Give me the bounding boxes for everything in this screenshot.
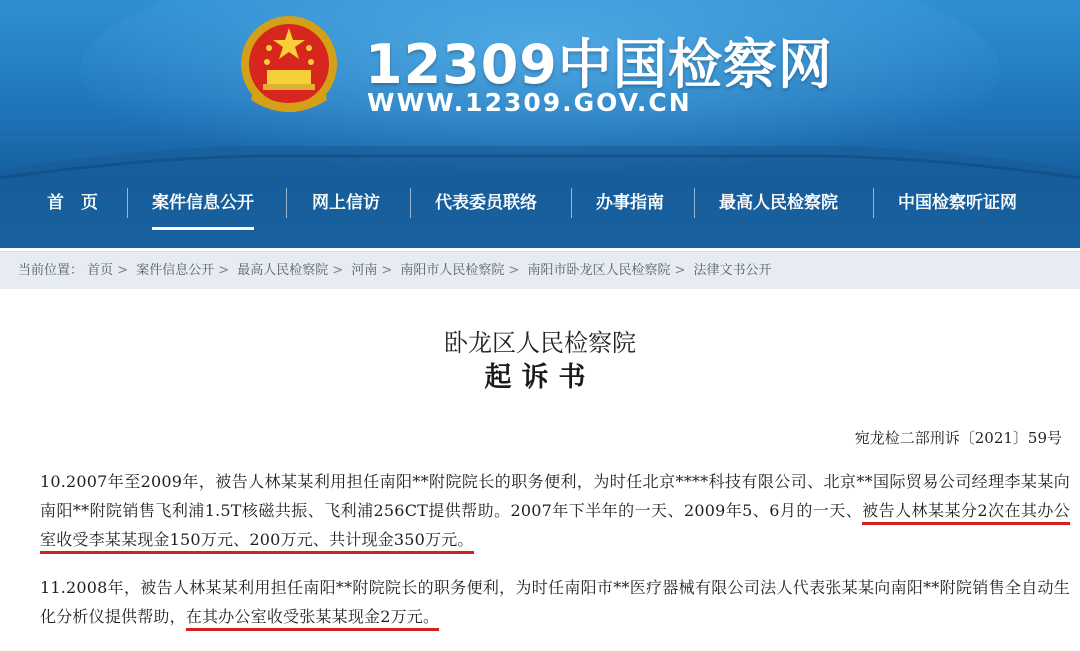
breadcrumb <box>0 251 1080 289</box>
highlighted-text: 在其办公室收受张某某现金2万元。 <box>186 607 439 631</box>
document-organization: 卧龙区人民检察院 <box>444 329 636 357</box>
breadcrumb-separator: > <box>332 263 344 278</box>
document-paragraph-11 <box>40 573 1070 631</box>
nav-divider <box>873 188 874 218</box>
paragraph-text: 10.2007年至2009年，被告人林某某利用担任南阳**附院院长的职务便利，为时任北京****科技有限公司、北京**国际贸易公司经理李某某向南阳**附院销售飞利浦1.5T核磁共振、飞利浦256CT提供帮助。2007年下半年的一天、2009年5、6月的一天、 <box>40 472 1070 520</box>
breadcrumb-separator: > <box>508 263 520 278</box>
national-emblem-icon <box>237 12 341 120</box>
nav-item-home[interactable]: 首 页 <box>47 193 98 213</box>
breadcrumb-item-case-info[interactable]: 案件信息公开 <box>136 263 215 278</box>
breadcrumb-item-henan[interactable]: 河南 <box>351 263 378 278</box>
breadcrumb-item-legal-documents[interactable]: 法律文书公开 <box>693 263 772 278</box>
breadcrumb-item-home[interactable]: 首页 <box>87 263 114 278</box>
nav-divider <box>410 188 411 218</box>
nav-divider <box>286 188 287 218</box>
site-name: 12309中国检察网 <box>365 33 833 96</box>
breadcrumb-separator: > <box>674 263 686 278</box>
breadcrumb-item-supreme[interactable]: 最高人民检察院 <box>237 263 329 278</box>
main-nav <box>0 176 1080 232</box>
nav-item-supreme-procuratorate[interactable]: 最高人民检察院 <box>719 193 838 213</box>
nav-item-deputy-liaison[interactable]: 代表委员联络 <box>435 193 537 213</box>
nav-item-hearing-network[interactable]: 中国检察听证网 <box>898 193 1017 213</box>
breadcrumb-separator: > <box>218 263 230 278</box>
site-url: WWW.12309.GOV.CN <box>367 88 692 117</box>
document-paragraph-10 <box>40 467 1070 554</box>
breadcrumb-separator: > <box>381 263 393 278</box>
nav-item-online-petition[interactable]: 网上信访 <box>312 193 380 213</box>
site-header-banner <box>0 0 1080 248</box>
document-number: 宛龙检二部刑诉〔2021〕59号 <box>854 429 1062 447</box>
nav-divider <box>571 188 572 218</box>
breadcrumb-item-wolong[interactable]: 南阳市卧龙区人民检察院 <box>527 263 671 278</box>
document-title: 起诉书 <box>484 362 596 393</box>
breadcrumb-prefix: 当前位置： <box>18 263 84 278</box>
nav-divider <box>694 188 695 218</box>
breadcrumb-item-nanyang[interactable]: 南阳市人民检察院 <box>400 263 505 278</box>
highlighted-text: 被告人林某某分2次在其办公室收受李某某现金150万元、200万元、共计现金350万元。 <box>40 501 1070 554</box>
nav-item-service-guide[interactable]: 办事指南 <box>596 193 664 213</box>
nav-item-case-info[interactable]: 案件信息公开 <box>152 188 254 218</box>
paragraph-text: 11.2008年，被告人林某某利用担任南阳**附院院长的职务便利，为时任南阳市**医疗器械有限公司法人代表张某某向南阳**附院销售全自动生化分析仪提供帮助， <box>40 578 1070 626</box>
breadcrumb-separator: > <box>117 263 129 278</box>
nav-divider <box>127 188 128 218</box>
